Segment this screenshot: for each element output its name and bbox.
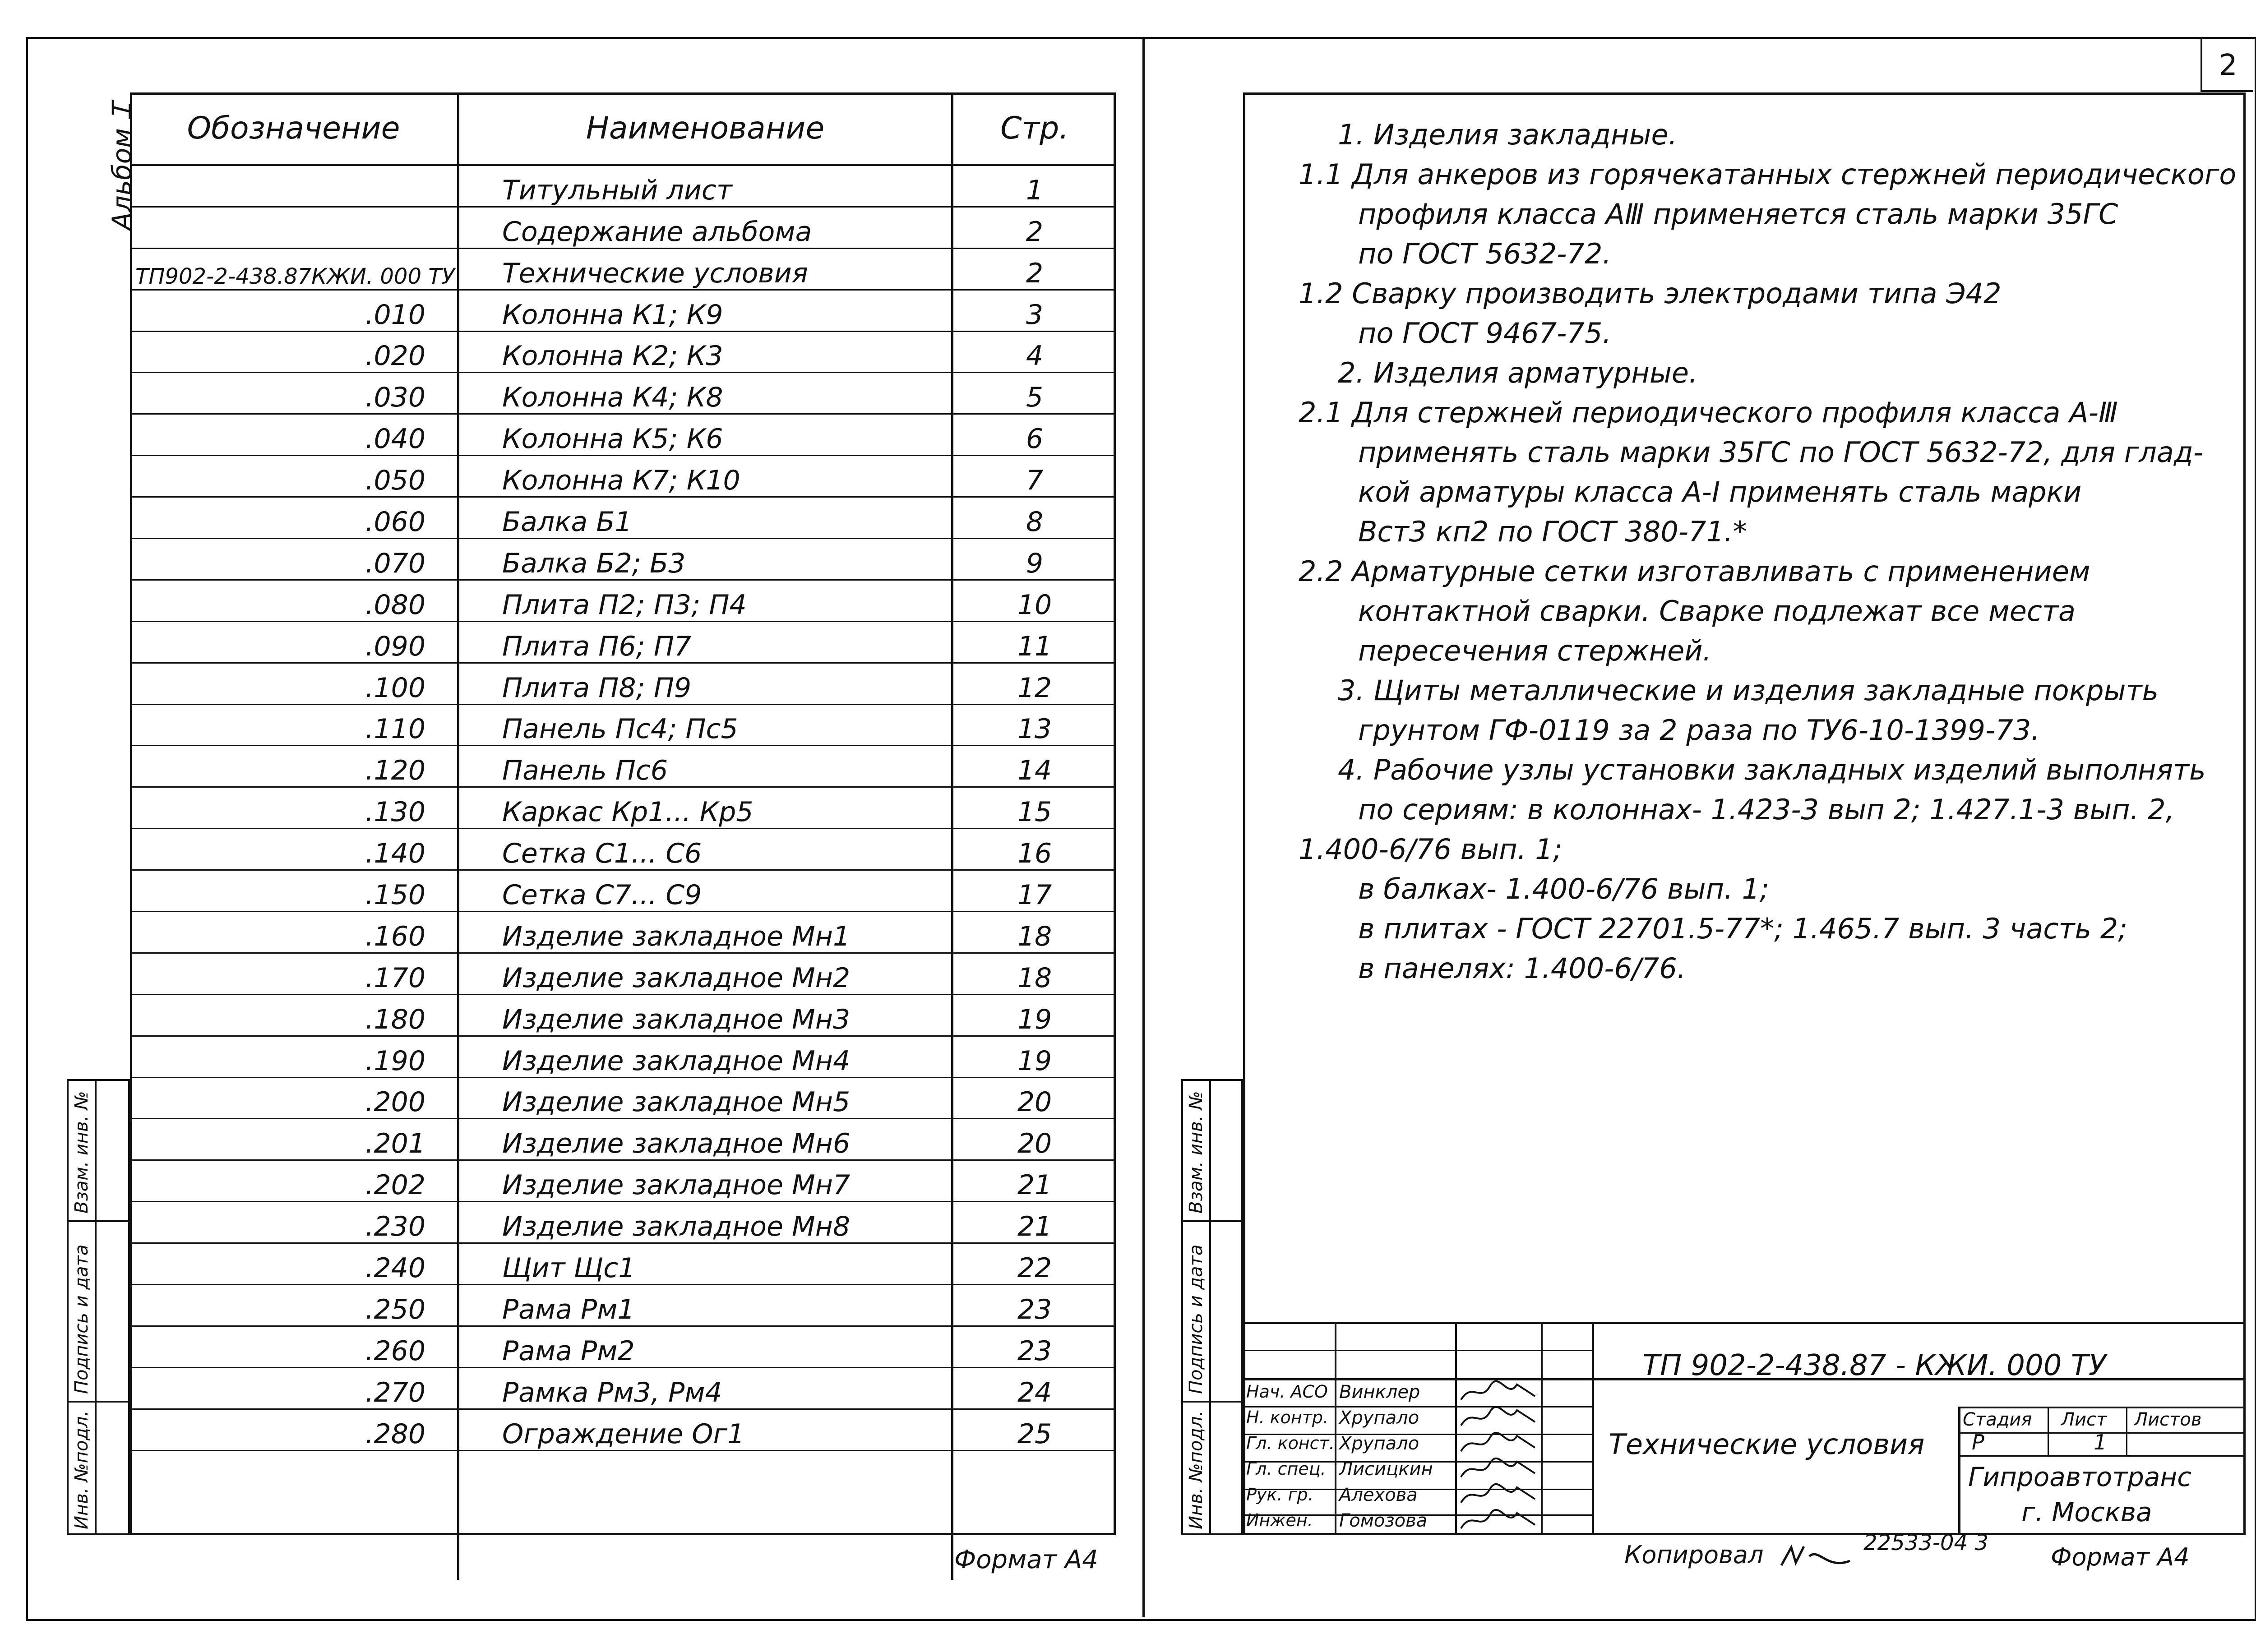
row-designation: .250	[130, 1285, 458, 1326]
row-page: 19	[952, 994, 1116, 1036]
row-name: Плита П2; П3; П4	[458, 580, 952, 621]
left-strip-divider	[95, 1079, 97, 1535]
copier-signature	[1778, 1543, 1854, 1570]
note-line: в панелях: 1.400-6/76.	[1358, 952, 1686, 985]
organization: Гипроавтотранс	[1968, 1462, 2192, 1492]
table-row	[130, 165, 1116, 207]
table-row	[130, 1326, 1116, 1367]
table-row	[130, 580, 1116, 621]
row-designation: .190	[130, 1036, 458, 1077]
row-page: 2	[952, 207, 1116, 248]
table-row	[130, 746, 1116, 787]
row-page: 14	[952, 746, 1116, 787]
row-name: Изделие закладное Мн2	[458, 953, 952, 994]
copied-label: Копировал	[1624, 1541, 1764, 1569]
row-page: 19	[952, 1036, 1116, 1077]
row-designation: .140	[130, 829, 458, 870]
right-strip-divider	[1209, 1079, 1211, 1535]
row-page: 2	[952, 248, 1116, 290]
note-line: контактной сварки. Сварке подлежат все места	[1358, 595, 2076, 628]
tb-top	[1243, 1322, 2246, 1324]
row-designation	[130, 165, 458, 207]
note-line: 1.1 Для анкеров из горячекатанных стержней периодического	[1299, 158, 2237, 191]
row-page: 7	[952, 456, 1116, 497]
row-name: Рама Рм2	[458, 1326, 952, 1367]
tb-grid-h9	[1958, 1455, 2246, 1457]
row-name: Содержание альбома	[458, 207, 952, 248]
doc-code: ТП 902-2-438.87 - КЖИ. 000 ТУ	[1642, 1349, 2106, 1382]
row-page: 10	[952, 580, 1116, 621]
row-designation: .110	[130, 704, 458, 746]
row-designation: .230	[130, 1202, 458, 1243]
left-label-podpis: Подпись и дата	[71, 1244, 92, 1394]
note-line: пересечения стержней.	[1358, 634, 1712, 667]
row-name: Щит Щс1	[458, 1243, 952, 1285]
table-row	[130, 1409, 1116, 1450]
signatory-name: Хрупало	[1339, 1407, 1419, 1428]
row-name: Плита П8; П9	[458, 663, 952, 704]
table-row	[130, 1202, 1116, 1243]
row-name: Каркас Кр1... Кр5	[458, 787, 952, 829]
row-name: Колонна К1; К9	[458, 290, 952, 331]
row-designation: .010	[130, 290, 458, 331]
row-name: Панель Пс4; Пс5	[458, 704, 952, 746]
row-page: 9	[952, 539, 1116, 580]
row-name: Плита П6; П7	[458, 621, 952, 663]
left-format-label: Формат А4	[954, 1545, 1098, 1574]
row-designation: .240	[130, 1243, 458, 1285]
blank-cell	[130, 1450, 458, 1580]
note-line: профиля класса АⅢ применяется сталь марки 35ГС	[1358, 198, 2118, 231]
row-designation: .150	[130, 870, 458, 912]
row-page: 23	[952, 1326, 1116, 1367]
right-strip-sep-2	[1181, 1401, 1243, 1403]
table-row	[130, 1119, 1116, 1160]
doc-title: Технические условия	[1609, 1428, 1925, 1461]
table-row	[130, 207, 1116, 248]
table-row	[130, 1285, 1116, 1326]
row-page: 22	[952, 1243, 1116, 1285]
note-line: кой арматуры класса А-I применять сталь марки	[1358, 475, 2082, 508]
note-line: в балках- 1.400-6/76 вып. 1;	[1358, 872, 1769, 905]
table-row	[130, 912, 1116, 953]
row-page: 23	[952, 1285, 1116, 1326]
row-page: 21	[952, 1202, 1116, 1243]
row-name: Изделие закладное Мн6	[458, 1119, 952, 1160]
row-designation: .040	[130, 414, 458, 456]
row-designation: .200	[130, 1077, 458, 1119]
row-page: 16	[952, 829, 1116, 870]
row-name: Изделие закладное Мн4	[458, 1036, 952, 1077]
right-strip-sep-1	[1181, 1220, 1243, 1222]
row-designation: .170	[130, 953, 458, 994]
signature-mark	[1458, 1380, 1539, 1405]
row-name: Колонна К5; К6	[458, 414, 952, 456]
table-row	[130, 248, 1116, 290]
stamp-number: 22533-04 3	[1863, 1530, 1988, 1555]
row-designation: .260	[130, 1326, 458, 1367]
city: г. Москва	[2021, 1497, 2152, 1527]
row-name: Панель Пс6	[458, 746, 952, 787]
signatory-name: Гомозова	[1339, 1510, 1428, 1531]
note-line: 2.1 Для стержней периодического профиля класса А-Ⅲ	[1299, 396, 2118, 429]
tb-grid-h10	[1958, 1407, 2246, 1408]
contents-header-row	[130, 92, 1116, 165]
note-line: 1.400-6/76 вып. 1;	[1299, 833, 1563, 866]
row-designation	[130, 207, 458, 248]
tb-grid-v4	[1592, 1322, 1594, 1535]
signature-mark	[1458, 1509, 1539, 1534]
row-page: 20	[952, 1119, 1116, 1160]
row-name: Балка Б2; Б3	[458, 539, 952, 580]
right-label-inv-zam: Взам. инв. №	[1186, 1091, 1207, 1214]
table-row	[130, 994, 1116, 1036]
row-page: 12	[952, 663, 1116, 704]
note-line: 1. Изделия закладные.	[1338, 118, 1678, 151]
sheets-header: Листов	[2134, 1409, 2202, 1430]
row-page: 8	[952, 497, 1116, 539]
row-page: 17	[952, 870, 1116, 912]
note-line: в плитах - ГОСТ 22701.5-77*; 1.465.7 вып. 3 часть 2;	[1358, 912, 2128, 945]
signature-mark	[1458, 1457, 1539, 1482]
row-designation: .202	[130, 1160, 458, 1202]
row-page: 1	[952, 165, 1116, 207]
row-designation: .280	[130, 1409, 458, 1450]
blank-cell	[458, 1450, 952, 1580]
tb-grid-v2	[1455, 1322, 1457, 1535]
note-line: применять сталь марки 35ГС по ГОСТ 5632-72, для глад-	[1358, 436, 2204, 469]
row-name: Колонна К2; К3	[458, 331, 952, 373]
row-designation: .070	[130, 539, 458, 580]
signature-mark	[1458, 1431, 1539, 1457]
signature-mark	[1458, 1406, 1539, 1431]
row-designation: ТП902-2-438.87КЖИ. 000 ТУ	[130, 248, 458, 290]
row-name: Колонна К4; К8	[458, 373, 952, 414]
row-name: Титульный лист	[458, 165, 952, 207]
tb-grid-v5	[1958, 1407, 1960, 1535]
sheet-value: 1	[2094, 1430, 2107, 1454]
row-designation: .160	[130, 912, 458, 953]
row-name: Ограждение Ог1	[458, 1409, 952, 1450]
tb-grid-v3	[1541, 1322, 1543, 1535]
table-row	[130, 870, 1116, 912]
row-name: Рама Рм1	[458, 1285, 952, 1326]
row-page: 24	[952, 1367, 1116, 1409]
signatory-name: Лисицкин	[1339, 1459, 1433, 1480]
table-row	[130, 373, 1116, 414]
table-row	[130, 953, 1116, 994]
row-name: Сетка С7... С9	[458, 870, 952, 912]
row-page: 18	[952, 953, 1116, 994]
table-row	[130, 497, 1116, 539]
signatory-name: Алехова	[1339, 1485, 1418, 1505]
row-name: Изделие закладное Мн1	[458, 912, 952, 953]
note-line: 2.2 Арматурные сетки изготавливать с применением	[1299, 555, 2090, 588]
note-line: 1.2 Сварку производить электродами типа Э42	[1299, 277, 2002, 310]
right-label-inv-podl: Инв. №подл.	[1186, 1410, 1207, 1529]
header-designation: Обозначение	[130, 92, 458, 165]
row-name: Колонна К7; К10	[458, 456, 952, 497]
table-row	[130, 704, 1116, 746]
tb-grid-v6	[2048, 1407, 2049, 1456]
stage-header: Стадия	[1963, 1409, 2032, 1430]
header-name: Наименование	[458, 92, 952, 165]
row-name: Изделие закладное Мн3	[458, 994, 952, 1036]
table-row	[130, 456, 1116, 497]
signatory-role: Рук. гр.	[1246, 1485, 1313, 1504]
row-designation: .100	[130, 663, 458, 704]
row-designation: .020	[130, 331, 458, 373]
table-row	[130, 621, 1116, 663]
table-row	[130, 663, 1116, 704]
table-row	[130, 1036, 1116, 1077]
sheet-divider	[1142, 37, 1145, 1617]
note-line: 2. Изделия арматурные.	[1338, 356, 1698, 389]
left-label-inv-podl: Инв. №подл.	[71, 1410, 92, 1529]
row-name: Изделие закладное Мн5	[458, 1077, 952, 1119]
row-page: 21	[952, 1160, 1116, 1202]
right-format-label: Формат А4	[2051, 1543, 2190, 1571]
row-page: 6	[952, 414, 1116, 456]
sheet-header: Лист	[2061, 1409, 2107, 1430]
table-row	[130, 829, 1116, 870]
row-page: 4	[952, 331, 1116, 373]
table-row	[130, 787, 1116, 829]
signatory-role: Инжен.	[1246, 1510, 1313, 1530]
row-designation: .090	[130, 621, 458, 663]
tb-grid-h1	[1243, 1350, 1593, 1351]
row-designation: .060	[130, 497, 458, 539]
note-line: грунтом ГФ-0119 за 2 раза по ТУ6-10-1399-73.	[1358, 714, 2040, 747]
row-designation: .080	[130, 580, 458, 621]
note-line: по ГОСТ 9467-75.	[1358, 317, 1612, 350]
row-page: 15	[952, 787, 1116, 829]
row-designation: .201	[130, 1119, 458, 1160]
signatory-role: Нач. АСО	[1246, 1382, 1328, 1402]
table-row	[130, 414, 1116, 456]
row-name: Балка Б1	[458, 497, 952, 539]
row-name: Изделие закладное Мн7	[458, 1160, 952, 1202]
row-page: 18	[952, 912, 1116, 953]
row-designation: .270	[130, 1367, 458, 1409]
left-label-inv-zam: Взам. инв. №	[71, 1091, 92, 1214]
table-row	[130, 539, 1116, 580]
table-row	[130, 290, 1116, 331]
row-designation: .130	[130, 787, 458, 829]
signatory-role: Гл. конст.	[1246, 1433, 1335, 1453]
left-strip-sep-2	[67, 1401, 130, 1403]
row-name: Рамка Рм3, Рм4	[458, 1367, 952, 1409]
table-row	[130, 1367, 1116, 1409]
contents-table	[130, 92, 1116, 1580]
stage-value: Р	[1972, 1430, 1984, 1454]
row-designation: .030	[130, 373, 458, 414]
header-page: Стр.	[952, 92, 1116, 165]
table-row	[130, 1160, 1116, 1202]
row-page: 25	[952, 1409, 1116, 1450]
note-line: 4. Рабочие узлы установки закладных изделий выполнять	[1338, 753, 2206, 786]
row-page: 5	[952, 373, 1116, 414]
table-row	[130, 1077, 1116, 1119]
table-row	[130, 331, 1116, 373]
row-designation: .120	[130, 746, 458, 787]
album-label: Альбом Ꮖ	[106, 102, 137, 230]
row-designation: .180	[130, 994, 458, 1036]
note-line: Вст3 кп2 по ГОСТ 380-71.*	[1358, 515, 1747, 548]
signatory-name: Хрупало	[1339, 1433, 1419, 1454]
signatory-role: Гл. спец.	[1246, 1459, 1326, 1479]
note-line: 3. Щиты металлические и изделия закладные покрыть	[1338, 674, 2159, 707]
row-name: Изделие закладное Мн8	[458, 1202, 952, 1243]
row-name: Сетка С1... С6	[458, 829, 952, 870]
sheet-number: 2	[2219, 49, 2238, 82]
tb-grid-v7	[2126, 1407, 2127, 1456]
signatory-name: Винклер	[1339, 1382, 1420, 1403]
row-name: Технические условия	[458, 248, 952, 290]
row-designation: .050	[130, 456, 458, 497]
right-label-podpis: Подпись и дата	[1186, 1244, 1207, 1394]
row-page: 3	[952, 290, 1116, 331]
signature-mark	[1458, 1483, 1539, 1508]
row-page: 11	[952, 621, 1116, 663]
row-page: 13	[952, 704, 1116, 746]
row-page: 20	[952, 1077, 1116, 1119]
table-row	[130, 1243, 1116, 1285]
signatory-role: Н. контр.	[1246, 1407, 1329, 1427]
left-strip-sep-1	[67, 1220, 130, 1222]
note-line: по сериям: в колоннах- 1.423-3 вып 2; 1.427.1-3 вып. 2,	[1358, 793, 2175, 826]
note-line: по ГОСТ 5632-72.	[1358, 237, 1612, 270]
tb-grid-v1	[1335, 1322, 1336, 1535]
